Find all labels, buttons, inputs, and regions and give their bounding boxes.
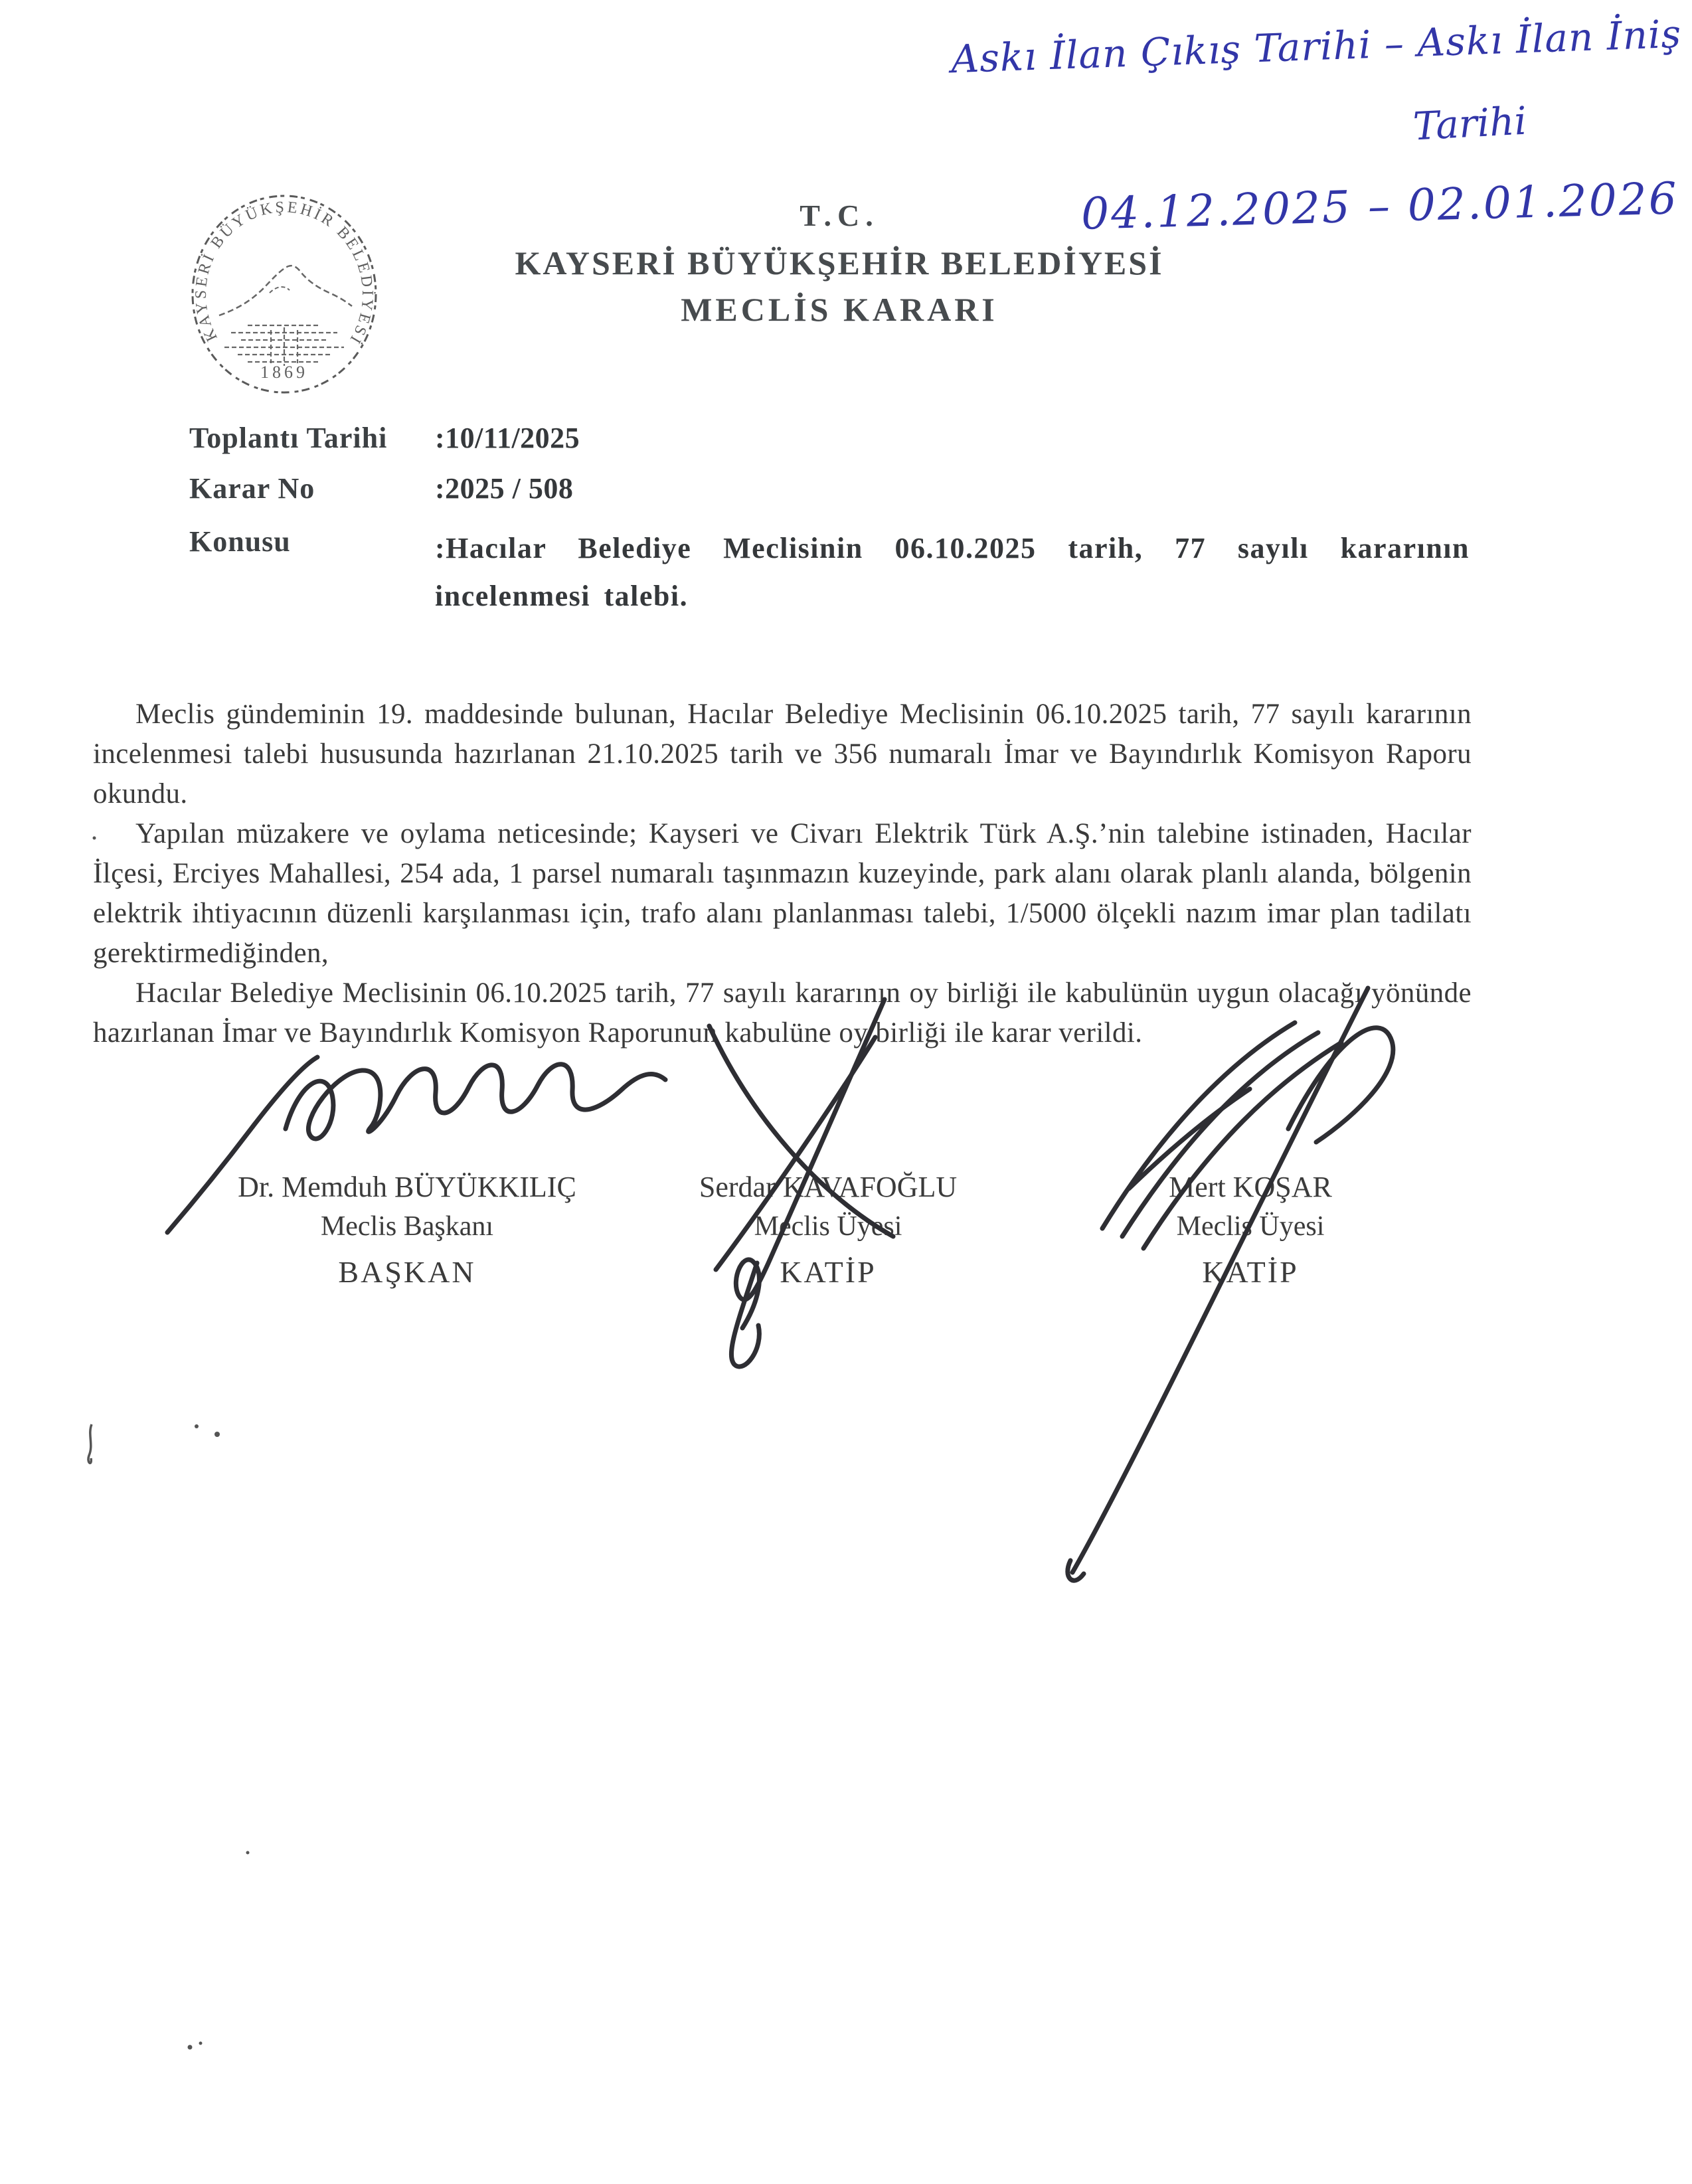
signatory-role: KATİP: [780, 1255, 877, 1289]
signature-stroke-clerk2: [1068, 1560, 1084, 1580]
meta-label-decision-no: Karar No: [189, 472, 315, 505]
signatory-title: Meclis Üyesi: [754, 1211, 902, 1242]
meta-value-meeting-date: :10/11/2025: [435, 422, 580, 454]
signatory-title: Meclis Başkanı: [320, 1211, 494, 1242]
meta-row-meeting-date: [189, 421, 1471, 455]
decision-body: [93, 695, 1472, 1053]
signatory-role: KATİP: [1202, 1255, 1299, 1289]
signatory-column-clerk-1: [629, 1170, 1027, 1290]
signatory-column-chairman: [208, 1170, 606, 1290]
seal-year: 1869: [260, 363, 308, 382]
signatory-name: Serdar KAVAFOĞLU: [699, 1171, 958, 1203]
header-republic: T.C.: [800, 199, 879, 232]
municipal-seal: [185, 189, 384, 402]
seal-ring-text: KAYSERİ BÜYÜKŞEHİR BELEDİYESİ: [192, 199, 377, 349]
signatory-column-clerk-2: [1051, 1170, 1450, 1290]
signatory-name: Mert KOŞAR: [1169, 1171, 1332, 1203]
signatory-title: Meclis Üyesi: [1176, 1211, 1325, 1242]
seal-mountain: [219, 266, 352, 315]
header-doc-type: MECLİS KARARI: [681, 291, 998, 328]
signatory-role: BAŞKAN: [338, 1255, 476, 1289]
meta-row-decision-no: [189, 471, 1471, 505]
handwritten-note-line2: Tarihi: [1412, 98, 1528, 149]
meta-label-subject: Konusu: [189, 525, 291, 558]
body-paragraph-1: Meclis gündeminin 19. maddesinde bulunan, Hacılar Belediye Meclisinin 06.10.2025 tarih, 77 sayılı kararının incelenmesi talebi hususunda hazırlanan 21.10.2025 tarih ve 356 numaralı İmar ve Bayındırlık Komisyon Raporu okundu.: [93, 699, 1472, 809]
meta-label-meeting-date: Toplantı Tarihi: [189, 422, 388, 454]
signatory-name: Dr. Memduh BÜYÜKKILIÇ: [238, 1171, 576, 1203]
body-paragraph-3: Hacılar Belediye Meclisinin 06.10.2025 tarih, 77 sayılı kararının oy birliği ile kabulünün uygun olacağı yönünde hazırlanan İmar ve Bayındırlık Komisyon Raporunun kabulüne oy birliği ile karar verildi.: [93, 977, 1472, 1049]
signature-stroke-chairman: [286, 1064, 665, 1139]
seal-city-sketch: [224, 325, 344, 366]
meta-row-subject: [189, 525, 1471, 620]
meta-value-subject: :Hacılar Belediye Meclisinin 06.10.2025 tarih, 77 sayılı kararının incelenmesi talebi.: [435, 532, 1470, 612]
meta-value-decision-no: :2025 / 508: [435, 472, 574, 505]
header-municipality: KAYSERİ BÜYÜKŞEHİR BELEDİYESİ: [515, 244, 1164, 282]
body-paragraph-2: Yapılan müzakere ve oylama neticesinde; Kayseri ve Civarı Elektrik Türk A.Ş.’nin talebine istinaden, Hacılar İlçesi, Erciyes Mahallesi, 254 ada, 1 parsel numaralı taşınmazın kuzeyinde, park alanı olarak planlı alanda, bölgenin elektrik ihtiyacının düzenli karşılanması için, trafo alanı planlanması talebi, 1/5000 ölçekli nazım imar plan tadilatı gerektirmediğinden,: [93, 818, 1472, 969]
handwritten-date-range: 04.12.2025 – 02.01.2026: [1080, 173, 1679, 240]
handwritten-note-line1: Askı İlan Çıkış Tarihi – Askı İlan İniş: [950, 11, 1683, 82]
scan-squiggle: [88, 1424, 92, 1463]
document-header: [381, 198, 1298, 329]
seal-mountain-detail: [270, 287, 290, 293]
